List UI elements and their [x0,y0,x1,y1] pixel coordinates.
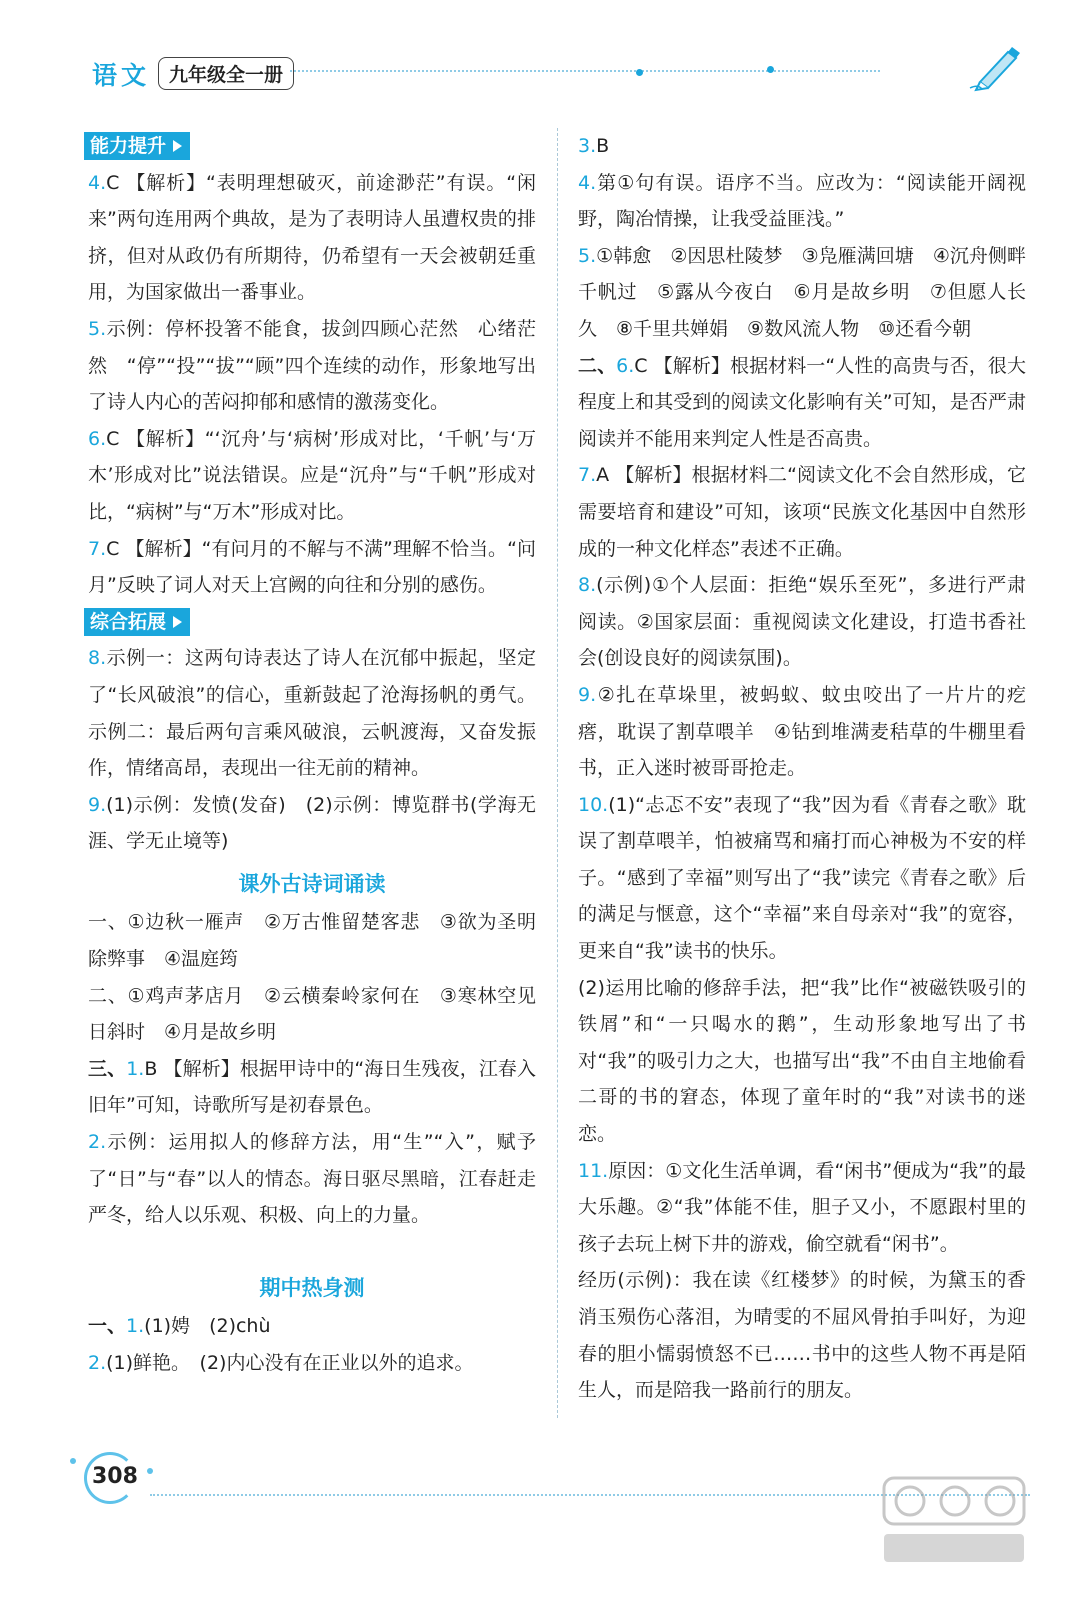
answer-item: 7.A 【解析】根据材料二“阅读文化不会自然形成，它需要培育和建设”可知，该项“民族文化基因中自然形成的一种文化样态”表述不正确。 [578,464,1026,560]
watermark-logo [880,1470,1030,1570]
answer-item: 10.(1)“忐忑不安”表现了“我”因为看《青春之歌》耽误了割草喂羊，怕被痛骂和痛打而心神极为不安的样子。“感到了幸福”则写出了“我”读完《青春之歌》后的满足与惬意，这个“幸福”来自母亲对“我”的宽容，更来自“我”读书的快乐。 [578,793,1026,963]
page-number-badge [84,1452,144,1496]
answer-item: (2)运用比喻的修辞手法，把“我”比作“被磁铁吸引的铁屑”和“一只喝水的鹅”，生动形象地写出了书对“我”的吸引力之大，也描写出“我”不由自主地偷看二哥的书的窘态，体现了童年时的“我”对读书的迷恋。 [578,976,1026,1146]
answer-item: 9.②扎在草垛里，被蚂蚁、蚊虫咬出了一片片的疙瘩，耽误了割草喂羊 ④钻到堆满麦秸草的牛棚里看书，正入迷时被哥哥抢走。 [578,683,1026,780]
answer-item: 5.①韩愈 ②因思杜陵梦 ③凫雁满回塘 ④沉舟侧畔千帆过 ⑤露从今夜白 ⑥月是故乡明 ⑦但愿人长久 ⑧千里共婵娟 ⑨数风流人物 ⑩还看今朝 [578,244,1026,340]
section-title-poetry: 课外古诗词诵读 [238,871,386,896]
answer-item: 8.(示例)①个人层面：拒绝“娱乐至死”，多进行严肃阅读。②国家层面：重视阅读文化建设，打造书香社会(创设良好的阅读氛围)。 [578,574,1026,670]
answer-item: 4.C 【解析】“表明理想破灭，前途渺茫”有误。“闲来”两句连用两个典故，是为了表明诗人虽遭权贵的排挤，但对从政仍有所期待，仍希望有一天会被朝廷重用，为国家做出一番事业。 [88,171,536,304]
pen-icon [968,42,1028,92]
section-title-midterm: 期中热身测 [259,1275,365,1300]
answer-item: 5.示例：停杯投箸不能食，拔剑四顾心茫然 心绪茫然 “停”“投”“拔”“顾”四个连续的动作，形象地写出了诗人内心的苦闷抑郁和感情的激荡变化。 [88,317,536,414]
subject-label: 语文 [92,61,151,90]
answer-item: 7.C 【解析】“有问月的不解与不满”理解不恰当。“问月”反映了词人对天上宫阙的向往和分别的感伤。 [88,537,536,597]
answer-item: 9.(1)示例：发愤(发奋) (2)示例：博览群书(学海无涯、学无止境等) [88,793,536,853]
answer-item: 6.C 【解析】“‘沉舟’与‘病树’形成对比，‘千帆’与‘万木’形成对比”说法错误。应是“沉舟”与“千帆”形成对比，“病树”与“万木”形成对比。 [88,427,536,523]
answer-item: 8.示例一：这两句诗表达了诗人在沉郁中振起，坚定了“长风破浪”的信心，重新鼓起了沧海扬帆的勇气。示例二：最后两句言乘风破浪，云帆渡海，又奋发振作，情绪高昂，表现出一往无前的精神。 [88,647,536,780]
right-column [578,128,1026,1409]
footer-dot [147,1468,153,1474]
column-divider [557,128,558,1418]
page-header [84,50,1024,90]
page-number: 308 [92,1464,138,1489]
answer-item: 一、1.(1)娉 (2)chù [88,1315,271,1338]
section-badge-ability: 能力提升 [84,132,190,160]
answer-item: 4.第①句有误。语序不当。应改为：“阅读能开阔视野，陶冶情操，让我受益匪浅。” [578,171,1026,231]
answer-item: 2.示例：运用拟人的修辞方法，用“生”“入”，赋予了“日”与“春”以人的情态。海日驱尽黑暗，江春赶走严冬，给人以乐观、积极、向上的力量。 [88,1131,536,1227]
header-dot [636,69,643,76]
grade-label: 九年级全一册 [158,57,294,90]
section-badge-extension: 综合拓展 [84,608,190,636]
header-divider [290,70,880,72]
footer-dot [70,1458,76,1464]
answer-item: 2.(1)鲜艳。 (2)内心没有在正业以外的追求。 [88,1352,474,1374]
answer-item: 经历(示例)：我在读《红楼梦》的时候，为黛玉的香消玉殒伤心落泪，为晴雯的不屈风骨拍手叫好，为迎春的胆小懦弱愤怒不已……书中的这些人物不再是陌生人，而是陪我一路前行的朋友。 [578,1269,1026,1402]
left-column [88,128,536,1382]
answer-item: 二、①鸡声茅店月 ②云横秦岭家何在 ③寒林空见日斜时 ④月是故乡明 [88,984,536,1044]
answer-item: 11.原因：①文化生活单调，看“闲书”便成为“我”的最大乐趣。②“我”体能不佳，胆子又小，不愿跟村里的孩子去玩上树下井的游戏，偷空就看“闲书”。 [578,1159,1026,1255]
answer-item: 二、6.C 【解析】根据材料一“人性的高贵与否，很大程度上和其受到的阅读文化影响有关”可知，是否严肃阅读并不能用来判定人性是否高贵。 [578,354,1026,450]
header-dot [767,66,774,73]
answer-item: 三、1.B 【解析】根据甲诗中的“海日生残夜，江春入旧年”可知，诗歌所写是初春景色。 [88,1057,536,1117]
answer-item: 3.B [578,135,610,157]
answer-item: 一、①边秋一雁声 ②万古惟留楚客悲 ③欲为圣明除弊事 ④温庭筠 [88,911,536,971]
